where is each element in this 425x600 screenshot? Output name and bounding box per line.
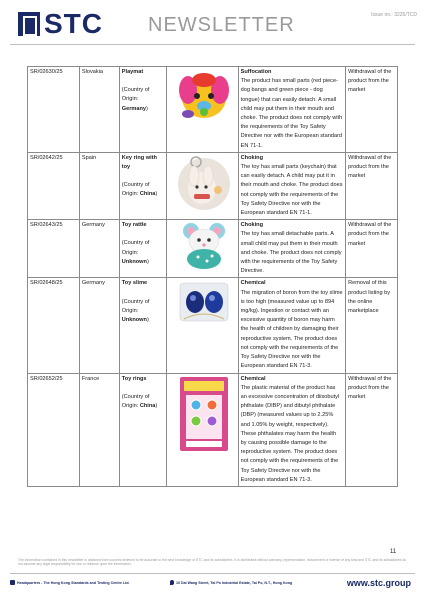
origin-prefix: (Country of Origin: [121, 240, 150, 256]
origin-value: Unknown [121, 317, 147, 324]
origin-suffix: ) [146, 258, 149, 265]
photo-cell [166, 67, 238, 153]
reference-number: SR/02652/25 [30, 375, 63, 382]
photo-cell [166, 152, 238, 219]
risk-cell [238, 152, 345, 219]
risk-type: Chemical [240, 280, 266, 287]
country-of-origin [122, 86, 164, 114]
measure-cell [346, 67, 398, 153]
product-cell [119, 220, 166, 278]
notifying-country: Germany [81, 280, 105, 287]
country-of-origin [122, 393, 164, 411]
origin-prefix: (Country of Origin: [121, 87, 150, 103]
address-text: 10 Dai Wang Street, Tai Po Industrial Estate, Tai Po, N.T., Hong Kong [176, 581, 293, 585]
product-cell [119, 67, 166, 153]
country-cell [79, 152, 119, 219]
photo-cell [166, 373, 238, 486]
page-number: 11 [390, 549, 397, 555]
notifying-country: Slovakia [81, 69, 104, 75]
risk-type: Choking [240, 222, 264, 229]
page-header [0, 0, 425, 44]
location-pin-icon [170, 580, 174, 585]
reference-number: SR/02643/25 [30, 222, 63, 229]
rattle-mouse-photo [174, 221, 234, 269]
reference-cell [28, 152, 80, 219]
country-cell [79, 278, 119, 373]
notifying-country: France [81, 375, 100, 382]
risk-description: The migration of boron from the toy slime is too high (measured value up to 894 mg/kg). Ingestion or contact with an excessive quantity of boron may harm the health of children by damaging their reproductive system. The product does not comply with the requirements of the Toy Safety Directive nor with the European standard EN 71-3. [240, 289, 343, 370]
risk-cell [238, 220, 345, 278]
newsletter-title: NEWSLETTER [148, 14, 295, 36]
product-cell [119, 373, 166, 486]
product-name: Toy rattle [121, 222, 147, 229]
origin-value: Germany [121, 105, 147, 112]
product-name: Toy rings [121, 375, 147, 382]
measure-taken: Withdrawal of the product from the market [348, 375, 392, 400]
measure-cell [346, 373, 398, 486]
risk-cell [238, 373, 345, 486]
reference-number: SR/02648/25 [30, 280, 63, 287]
measure-taken: Removal of this product listing by the online marketplace [348, 280, 391, 315]
origin-suffix: ) [146, 105, 148, 112]
page-footer [10, 578, 415, 592]
reference-number: SR/02642/25 [30, 154, 63, 161]
country-of-origin [122, 298, 164, 326]
risk-description: The toy has small parts (keychain) that can easily detach. A child may put it in their mouth and choke. The product does not comply with the requirements of the Toy Safety Directive nor with the European standard EN 71-1. [240, 164, 343, 217]
notifying-country: Spain [81, 154, 97, 161]
recall-table [27, 66, 398, 487]
risk-type: Chemical [240, 375, 266, 382]
product-cell [119, 278, 166, 373]
risk-type: Choking [240, 154, 264, 161]
table-row [28, 278, 398, 373]
origin-value: China [139, 191, 156, 198]
footer-divider [10, 573, 415, 574]
country-cell [79, 67, 119, 153]
stc-logo [18, 8, 128, 39]
product-cell [119, 152, 166, 219]
slime-pack-photo [174, 279, 234, 325]
origin-prefix: (Country of Origin: [121, 298, 150, 314]
headquarters-text: Headquarters - The Hong Kong Standards and Testing Centre Ltd. [17, 581, 130, 585]
origin-suffix: ) [146, 317, 149, 324]
measure-cell [346, 220, 398, 278]
playmat-dog-photo [174, 68, 234, 122]
table-row [28, 67, 398, 153]
building-icon [10, 580, 15, 585]
product-name: Playmat [121, 69, 144, 75]
measure-taken: Withdrawal of the product from the market [348, 154, 392, 180]
table-row [28, 373, 398, 486]
origin-prefix: (Country of Origin: [121, 182, 150, 198]
product-name: Toy slime [121, 280, 148, 287]
disclaimer-text: The information contained in this newsletter is obtained from sources believed to be accurate to the best knowledge of STC and its subsidiaries. It is distributed without warranty, representation, inducement or license of any kind and STC and its subsidiaries do not assume any legal responsibility for use or reliance upon the information. [18, 558, 407, 567]
issue-number: Issue no.: 3225/TCD [371, 12, 417, 18]
table-row [28, 220, 398, 278]
toy-rings-card-photo [174, 375, 234, 453]
measure-taken: Withdrawal of the product from the market [348, 69, 392, 94]
reference-cell [28, 373, 80, 486]
reference-cell [28, 67, 80, 153]
measure-cell [346, 152, 398, 219]
measure-taken: Withdrawal of the product from the market [348, 222, 392, 247]
table-row [28, 152, 398, 219]
notifying-country: Germany [81, 222, 105, 229]
reference-number: SR/02630/25 [30, 69, 63, 75]
risk-description: The plastic material of the product has an excessive concentration of diisobutyl phthalate (DIBP) and dibutyl phthalate (DBP) (measured values up to 2.25% and 1.05% by weight, respectively). These phthalates may harm the health by causing possible damage to the reproductive system. The product does not comply with the requirements of the Toy Safety Directive nor with the European standard EN 71-3. [240, 384, 340, 483]
stc-logo-text: STC [44, 8, 103, 39]
country-cell [79, 373, 119, 486]
risk-cell [238, 278, 345, 373]
risk-description: The product has small parts (red piece- dog bangs and green piece - dog tongue) that can easily detach. A small child may put them in their mouth and choke. The product does not comply with the requirements of the Toy Safety Directive nor with the European standard EN 71-1. [240, 78, 343, 149]
reference-cell [28, 278, 80, 373]
origin-suffix: ) [155, 191, 158, 198]
origin-prefix: (Country of Origin: [121, 393, 150, 409]
origin-value: China [139, 402, 156, 409]
risk-cell [238, 67, 345, 153]
risk-description: The toy has small detachable parts. A small child may put them in their mouth and choke. The product does not comply with the requirements of the Toy Safety Directive. [240, 231, 342, 275]
photo-cell [166, 220, 238, 278]
risk-type: Suffocation [240, 69, 272, 75]
country-of-origin [122, 181, 164, 199]
keyring-plush-photo [174, 154, 234, 214]
stc-logo-mark-icon [18, 12, 40, 36]
reference-cell [28, 220, 80, 278]
product-name: Key ring with toy [121, 154, 157, 171]
header-divider [10, 44, 415, 45]
country-cell [79, 220, 119, 278]
origin-value: Unknown [121, 258, 147, 265]
website-link[interactable]: www.stc.group [346, 578, 411, 588]
measure-cell [346, 278, 398, 373]
origin-suffix: ) [155, 402, 158, 409]
photo-cell [166, 278, 238, 373]
country-of-origin [122, 239, 164, 267]
